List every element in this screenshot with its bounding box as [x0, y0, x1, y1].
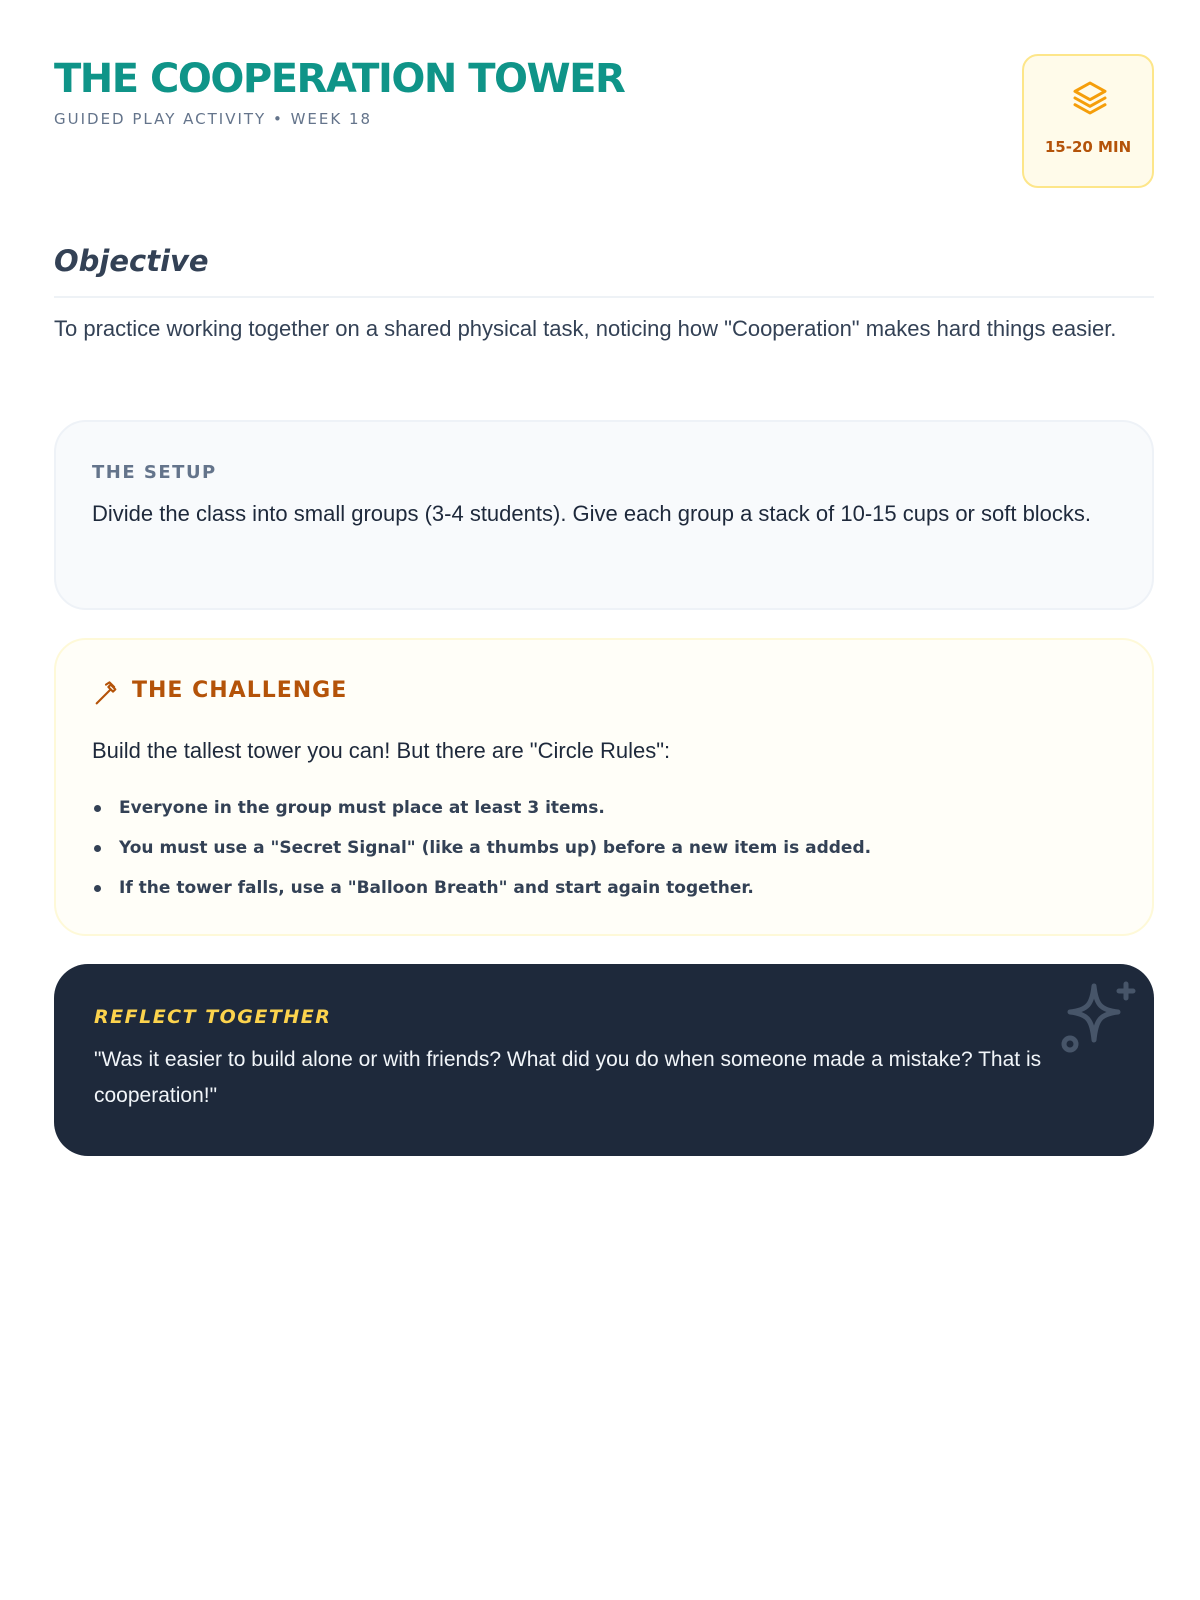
rules-list — [92, 788, 1112, 908]
rule-item: You must use a "Secret Signal" (like a thumbs up) before a new item is added. — [92, 828, 1112, 868]
header — [54, 0, 1154, 200]
hammer-icon — [92, 680, 120, 708]
layers-icon — [1070, 78, 1110, 118]
setup-card — [54, 420, 1154, 610]
setup-text: Divide the class into small groups (3-4 students). Give each group a stack of 10-15 cups or soft blocks. — [92, 501, 1092, 526]
reflect-label: REFLECT TOGETHER — [94, 1006, 332, 1028]
duration-badge — [1022, 54, 1154, 188]
challenge-card — [54, 638, 1154, 936]
rule-item: Everyone in the group must place at least 3 items. — [92, 788, 1112, 828]
page-title: THE COOPERATION TOWER — [54, 56, 625, 102]
objective-text: To practice working together on a shared physical task, noticing how "Cooperation" makes hard things easier. — [54, 316, 1117, 341]
setup-label: THE SETUP — [92, 462, 217, 483]
duration-label: 15-20 MIN — [1044, 138, 1132, 156]
reflect-text: "Was it easier to build alone or with friends? What did you do when someone made a mistake? That is cooperation!" — [94, 1048, 1042, 1107]
challenge-intro: Build the tallest tower you can! But there are "Circle Rules": — [92, 738, 671, 763]
page-subtitle: GUIDED PLAY ACTIVITY • WEEK 18 — [54, 110, 373, 128]
objective-divider — [54, 296, 1154, 298]
challenge-label: THE CHALLENGE — [132, 678, 348, 703]
objective-heading: Objective — [54, 244, 209, 278]
rule-item: If the tower falls, use a "Balloon Breath" and start again together. — [92, 868, 1112, 908]
activity-sheet — [54, 0, 1154, 1107]
reflect-card — [54, 964, 1154, 1156]
